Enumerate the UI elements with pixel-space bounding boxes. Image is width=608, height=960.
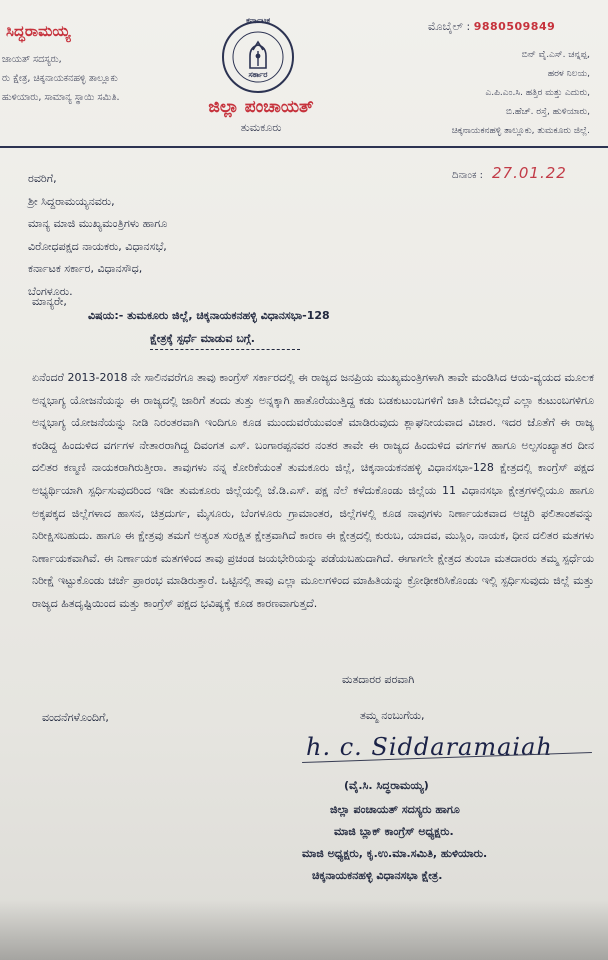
on-behalf-text: ಮತದಾರರ ಪರವಾಗಿ bbox=[342, 673, 415, 686]
address-line: ಮಾನ್ಯ ಮಾಜಿ ಮುಖ್ಯಮಂತ್ರಿಗಳು ಹಾಗೂ bbox=[28, 217, 168, 230]
organization-title: ಜಿಲ್ಲಾ ಪಂಚಾಯತ್ bbox=[208, 97, 314, 117]
recipient-address bbox=[28, 168, 167, 303]
sender-address-line: ಹರಳ ನಿಲಯ, bbox=[547, 69, 590, 79]
subject-line: ವಿಷಯ:- ತುಮಕೂರು ಜಿಲ್ಲೆ, ಚಿಕ್ಕನಾಯಕನಹಳ್ಳಿ ವಿಧಾನಸಭಾ-128 bbox=[88, 309, 330, 322]
sender-name: ಸಿದ್ಧರಾಮಯ್ಯ bbox=[6, 22, 71, 40]
signatory-name: (ವೈ.ಸಿ. ಸಿದ್ಧರಾಮಯ್ಯ) bbox=[344, 779, 429, 792]
sender-detail-line: ಹುಳಿಯಾರು, ಸಾಮಾನ್ಯ ಸ್ಥಾಯಿ ಸಮಿತಿ. bbox=[2, 92, 120, 103]
designation-line: ಜಿಲ್ಲಾ ಪಂಚಾಯತ್ ಸದಸ್ಯರು ಹಾಗೂ bbox=[330, 803, 460, 816]
phone-line bbox=[428, 20, 555, 34]
address-line: ವಿರೋಧಪಕ್ಷದ ನಾಯಕರು, ವಿಧಾನಸಭೆ, bbox=[28, 239, 167, 253]
sender-address-line: ಎ.ಪಿ.ಎಂ.ಸಿ. ಹತ್ತಿರ ಮತ್ತು ಎದುರು, bbox=[485, 88, 590, 98]
designation-line: ಮಾಜಿ ಬ್ಲಾಕ್ ಕಾಂಗ್ರೆಸ್ ಅಧ್ಯಕ್ಷರು. bbox=[334, 825, 454, 838]
photo-shadow bbox=[0, 900, 608, 960]
salutation: ಮಾನ್ಯರೇ, bbox=[32, 295, 67, 308]
sender-detail-line: ಜಾಯತ್ ಸದಸ್ಯರು, bbox=[2, 54, 62, 65]
sender-address-line: ಬಿನ್ ವೈ.ಎಸ್. ಚನ್ನಪ್ಪ, bbox=[521, 50, 590, 60]
address-line: ಶ್ರೀ ಸಿದ್ದರಾಮಯ್ಯನವರು, bbox=[28, 194, 115, 208]
closing: ವಂದನೆಗಳೊಂದಿಗೆ, bbox=[42, 711, 109, 724]
address-line: ರವರಿಗೆ, bbox=[28, 172, 57, 185]
date-value: 27.01.22 bbox=[492, 164, 567, 182]
address-line: ಕರ್ನಾಟಕ ಸರ್ಕಾರ, ವಿಧಾನಸೌಧ, bbox=[28, 262, 143, 275]
signatory-designation bbox=[302, 799, 487, 887]
designation-line: ಚಿಕ್ಕನಾಯಕನಹಳ್ಳಿ ವಿಧಾನಸಭಾ ಕ್ಷೇತ್ರ. bbox=[312, 869, 443, 882]
header-divider bbox=[0, 146, 608, 148]
sender-details bbox=[2, 50, 120, 107]
date-label: ದಿನಾಂಕ : bbox=[452, 170, 484, 181]
sender-address-line: ಚಿಕ್ಕನಾಯಕನಹಳ್ಳಿ ತಾಲ್ಲೂಕು, ತುಮಕೂರು ಜಿಲ್ಲೆ. bbox=[451, 126, 590, 136]
phone-number: 9880509849 bbox=[473, 20, 556, 33]
sender-address-line: ಬಿ.ಹೆಚ್. ರಸ್ತೆ, ಹುಳಿಯಾರು, bbox=[506, 107, 590, 117]
phone-label: ಮೊಬೈಲ್ : bbox=[428, 20, 471, 33]
organization-subtitle: ತುಮಕೂರು bbox=[240, 121, 282, 134]
karnataka-emblem-icon bbox=[221, 20, 295, 94]
subject-underline bbox=[150, 349, 300, 350]
designation-line: ಮಾಜಿ ಅಧ್ಯಕ್ಷರು, ಕೃ.ಉ.ಮಾ.ಸಮಿತಿ, ಹುಳಿಯಾರು. bbox=[302, 847, 488, 860]
handwritten-signature: h. c. Siddaramaiah bbox=[306, 733, 553, 761]
emblem-text-top: ಕರ್ನಾಟಕ bbox=[246, 16, 270, 25]
address-line: ಬೆಂಗಳೂರು. bbox=[28, 284, 73, 298]
sender-address bbox=[360, 46, 590, 141]
yours-faithfully: ತಮ್ಮ ನಂಬುಗೆಯ, bbox=[360, 709, 425, 722]
letter-body: ಏನೆಂದರೆ 2013-2018 ನೇ ಸಾಲಿನವರೆಗೂ ತಾವು ಕಾಂಗ್ರೆಸ್ ಸರ್ಕಾರದಲ್ಲಿ ಈ ರಾಜ್ಯದ ಜನಪ್ರಿಯ ಮುಖ್ಯಮಂತ್ರಿಗಳಾಗಿ ತಾವೇ ಮಂಡಿಸಿದ ಆಯ-ವ್ಯಯದ ಮೂಲಕ ಅನ್ನಭಾಗ್ಯ ಯೋಜನೆಯನ್ನು ಈ ರಾಜ್ಯದಲ್ಲಿ ಜಾರಿಗೆ ತಂದು ತುತ್ತು ಅನ್ನಕ್ಕಾಗಿ ಹಾತೊರೆಯುತ್ತಿದ್ದ ಕಡು ಬಡಕುಟುಂಬಗಳಿಗೆ ಜಾತಿ ಬೇದವಿಲ್ಲದೆ ಎಲ್ಲಾ ಕುಟುಂಬಗಳಿಗೂ ಅನ್ನಭಾಗ್ಯ ಯೋಜನೆಯನ್ನು ನೀಡಿ ನಿರಂತರವಾಗಿ ಇಂದಿಗೂ ಕೂಡ ಮುಂದುವರೆಯುವಂತೆ ಮಾಡಿರುವುದು ಶ್ಲಾಘನೀಯವಾದ ವಿಚಾರ. ಇದರ ಜೊತೆಗೆ ಈ ರಾಜ್ಯ ಕಂಡಿದ್ದ ಹಿಂದುಳಿದ ವರ್ಗಗಳ ನೇತಾರರಾಗಿದ್ದ ದಿವಂಗತ ಎಸ್. ಬಂಗಾರಪ್ಪನವರ ನಂತರ ತಾವೇ ಈ ರಾಜ್ಯದ ಹಿಂದುಳಿದ ವರ್ಗಗಳ ಹಾಗೂ ಅಲ್ಪಸಂಖ್ಯಾತರ ದೀನ ದಲಿತರ ಕಣ್ಮಣಿ ನಾಯಕರಾಗಿರುತ್ತೀರಾ. ತಾವುಗಳು ನನ್ನ ಕೋರಿಕೆಯಂತೆ ತುಮಕೂರು ಜಿಲ್ಲೆ, ಚಿಕ್ಕನಾಯಕನಹಳ್ಳಿ ವಿಧಾನಸಭಾ-128 ಕ್ಷೇತ್ರದಲ್ಲಿ ಕಾಂಗ್ರೆಸ್ ಪಕ್ಷದ ಅಭ್ಯರ್ಥಿಯಾಗಿ ಸ್ಪರ್ಧಿಸುವುದರಿಂದ ಇಡೀ ತುಮಕೂರು ಜಿಲ್ಲೆಯಲ್ಲಿ ಜೆ.ಡಿ.ಎಸ್. ಪಕ್ಷ ನೆಲೆ ಕಳೆದುಕೊಂಡು ಜಿಲ್ಲೆಯ 11 ವಿಧಾನಸಭಾ ಕ್ಷೇತ್ರಗಳಲ್ಲಿಯೂ ಹಾಗೂ ಅಕ್ಕಪಕ್ಕದ ಜಿಲ್ಲೆಗಳಾದ ಹಾಸನ, ಚಿತ್ರದುರ್ಗ, ಮೈಸೂರು, ಬೆಂಗಳೂರು ಗ್ರಾಮಾಂತರ, ಜಿಲ್ಲೆಗಳಲ್ಲಿ ಕೂಡ ನಾವುಗಳು ನಿರ್ಣಾಯಕವಾದ ಅಚ್ಚರಿ ಫಲಿತಾಂಶವನ್ನು ನಿರೀಕ್ಷಿಸಬಹುದು. ಹಾಗೂ ಈ ಕ್ಷೇತ್ರವು ತಮಗೆ ಅತ್ಯಂತ ಸುರಕ್ಷಿತ ಕ್ಷೇತ್ರವಾಗಿದೆ ಕಾರಣ ಈ ಕ್ಷೇತ್ರದಲ್ಲಿ ಕುರುಬ, ಯಾದವ, ಮುಸ್ಲಿಂ, ನಾಯಕ, ಧೀನ ದಲಿತರ ಮತಗಳು ನಿರ್ಣಾಯಕವಾಗಿವೆ. ಈ ನಿರ್ಣಾಯಕ ಮತಗಳಿಂದ ತಾವು ಪ್ರಚಂಡ ಜಯಭೇರಿಯನ್ನು ಪಡೆಯಬಹುದಾಗಿದೆ. ಈಗಾಗಲೇ ಕ್ಷೇತ್ರದ ತುಂಬಾ ಮತದಾರರು ತಮ್ಮ ಸ್ಪರ್ಧೆಯ ನಿರೀಕ್ಷೆ ಇಟ್ಟುಕೊಂಡು ಚರ್ಚೆ ಪ್ರಾರಂಭ ಮಾಡಿರುತ್ತಾರೆ. ಒಟ್ಟಿನಲ್ಲಿ ತಾವು ಎಲ್ಲಾ ಮೂಲಗಳಿಂದ ಮಾಹಿತಿಯನ್ನು ಕ್ರೋಢೀಕರಿಸಿಕೊಂಡು ಇಲ್ಲಿ ಸ್ಪರ್ಧಿಸುವುದು ಜಿಲ್ಲೆ ಮತ್ತು ರಾಜ್ಯದ ಹಿತದೃಷ್ಟಿಯಿಂದ ಮತ್ತು ಕಾಂಗ್ರೆಸ್ ಪಕ್ಷದ ಭವಿಷ್ಯಕ್ಕೆ ಕೂಡ ಕಾರಣವಾಗುತ್ತದೆ. bbox=[32, 371, 594, 610]
sender-detail-line: ರು ಕ್ಷೇತ್ರ, ಚಿಕ್ಕನಾಯಕನಹಳ್ಳಿ ತಾಲ್ಲೂಕು bbox=[2, 73, 118, 84]
emblem-text-bottom: ಸರ್ಕಾರ bbox=[248, 70, 268, 79]
subject-line: ಕ್ಷೇತ್ರಕ್ಕೆ ಸ್ಪರ್ಧೆ ಮಾಡುವ ಬಗ್ಗೆ. bbox=[150, 332, 255, 345]
